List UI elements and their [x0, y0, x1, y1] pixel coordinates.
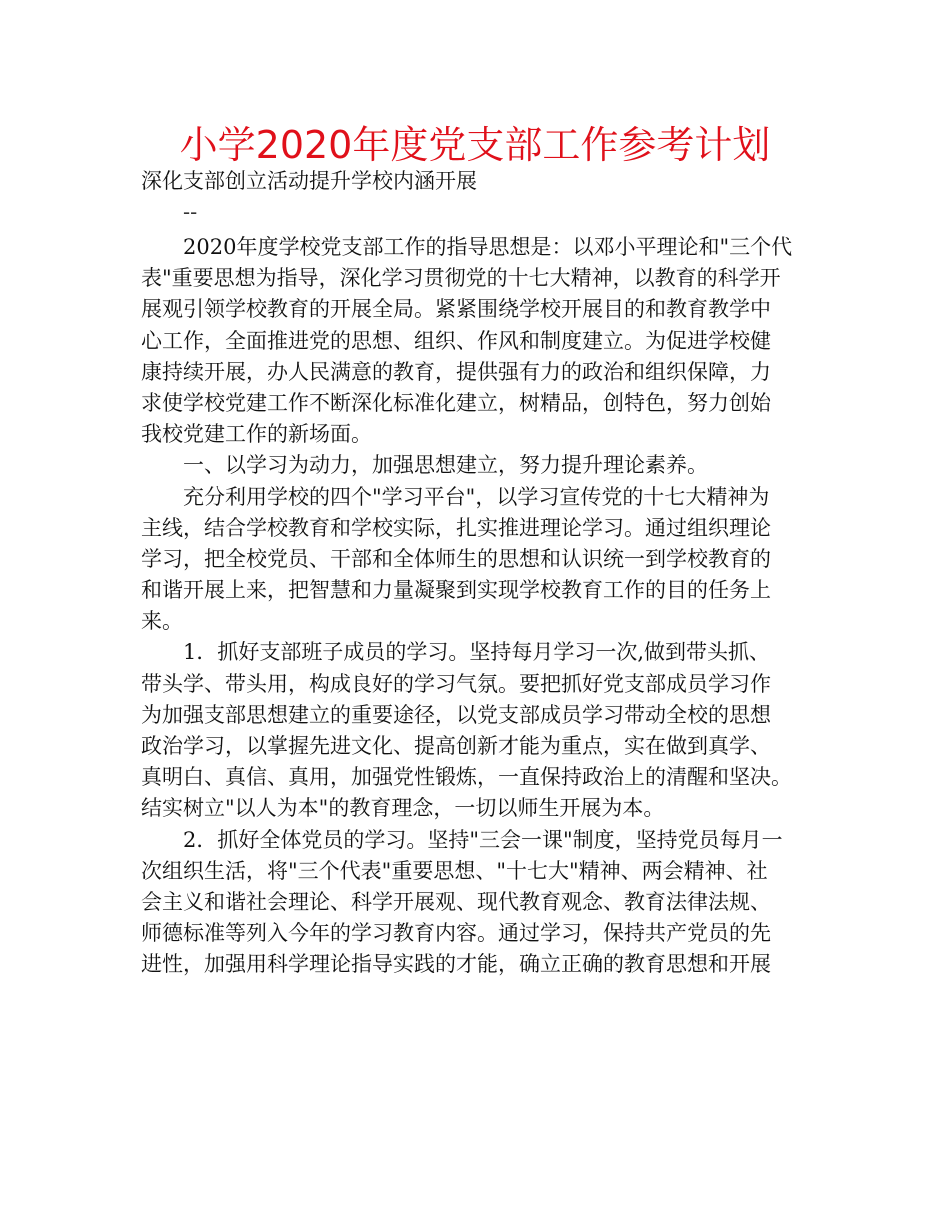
text-line: 我校党建工作的新场面。 — [141, 422, 372, 447]
text-line: 主线，结合学校教育和学校实际，扎实推进理论学习。通过组织理论 — [141, 515, 771, 540]
text-line: 次组织生活，将"三个代表"重要思想、"十七大"精神、两会精神、社 — [141, 858, 768, 883]
text-line: 心工作，全面推进党的思想、组织、作风和制度建立。为促进学校健 — [141, 328, 771, 353]
text-line: 2．抓好全体党员的学习。坚持"三会一课"制度，坚持党员每月一 — [183, 827, 783, 852]
text-line: 康持续开展，办人民满意的教育，提供强有力的政治和组织保障，力 — [141, 359, 771, 384]
text-line: 表"重要思想为指导，深化学习贯彻党的十七大精神，以教育的科学开 — [141, 266, 781, 291]
text-line: 充分利用学校的四个"学习平台"，以学习宣传党的十七大精神为 — [183, 484, 770, 509]
document-subtitle: 深化支部创立活动提升学校内涵开展 — [141, 169, 477, 193]
text-line: 为加强支部思想建立的重要途径，以党支部成员学习带动全校的思想 — [141, 702, 771, 727]
text-line: 2020年度学校党支部工作的指导思想是：以邓小平理论和"三个代 — [183, 235, 793, 259]
text-line: 政治学习，以掌握先进文化、提高创新才能为重点，实在做到真学、 — [141, 734, 771, 758]
text-line: 真明白、真信、真用，加强党性锻炼，一直保持政治上的清醒和坚决。 — [141, 765, 792, 790]
text-line: 会主义和谐社会理论、科学开展观、现代教育观念、教育法律法规、 — [141, 889, 771, 914]
text-line: 求使学校党建工作不断深化标准化建立，树精品，创特色，努力创始 — [141, 390, 771, 415]
text-line: 结实树立"以人为本"的教育理念，一切以师生开展为本。 — [141, 796, 665, 821]
text-line: 带头学、带头用，构成良好的学习气氛。要把抓好党支部成员学习作 — [141, 671, 771, 696]
text-line: 师德标准等列入今年的学习教育内容。通过学习，保持共产党员的先 — [141, 921, 771, 946]
text-line: 学习，把全校党员、干部和全体师生的思想和认识统一到学校教育的 — [141, 546, 771, 571]
text-line: 和谐开展上来，把智慧和力量凝聚到实现学校教育工作的目的任务上 — [141, 578, 771, 603]
body-text — [141, 232, 813, 981]
text-line: 一、以学习为动力，加强思想建立，努力提升理论素养。 — [183, 453, 708, 478]
text-line: 1．抓好支部班子成员的学习。坚持每月学习一次,做到带头抓、 — [183, 640, 771, 665]
text-line: 来。 — [141, 609, 183, 634]
subtitle-dash: -- — [183, 200, 198, 224]
document-body — [141, 166, 813, 981]
document-title: 小学2020年度党支部工作参考计划 — [179, 123, 771, 167]
text-line: 展观引领学校教育的开展全局。紧紧围绕学校开展目的和教育教学中 — [141, 297, 771, 322]
text-line: 进性，加强用科学理论指导实践的才能，确立正确的教育思想和开展 — [141, 952, 771, 977]
